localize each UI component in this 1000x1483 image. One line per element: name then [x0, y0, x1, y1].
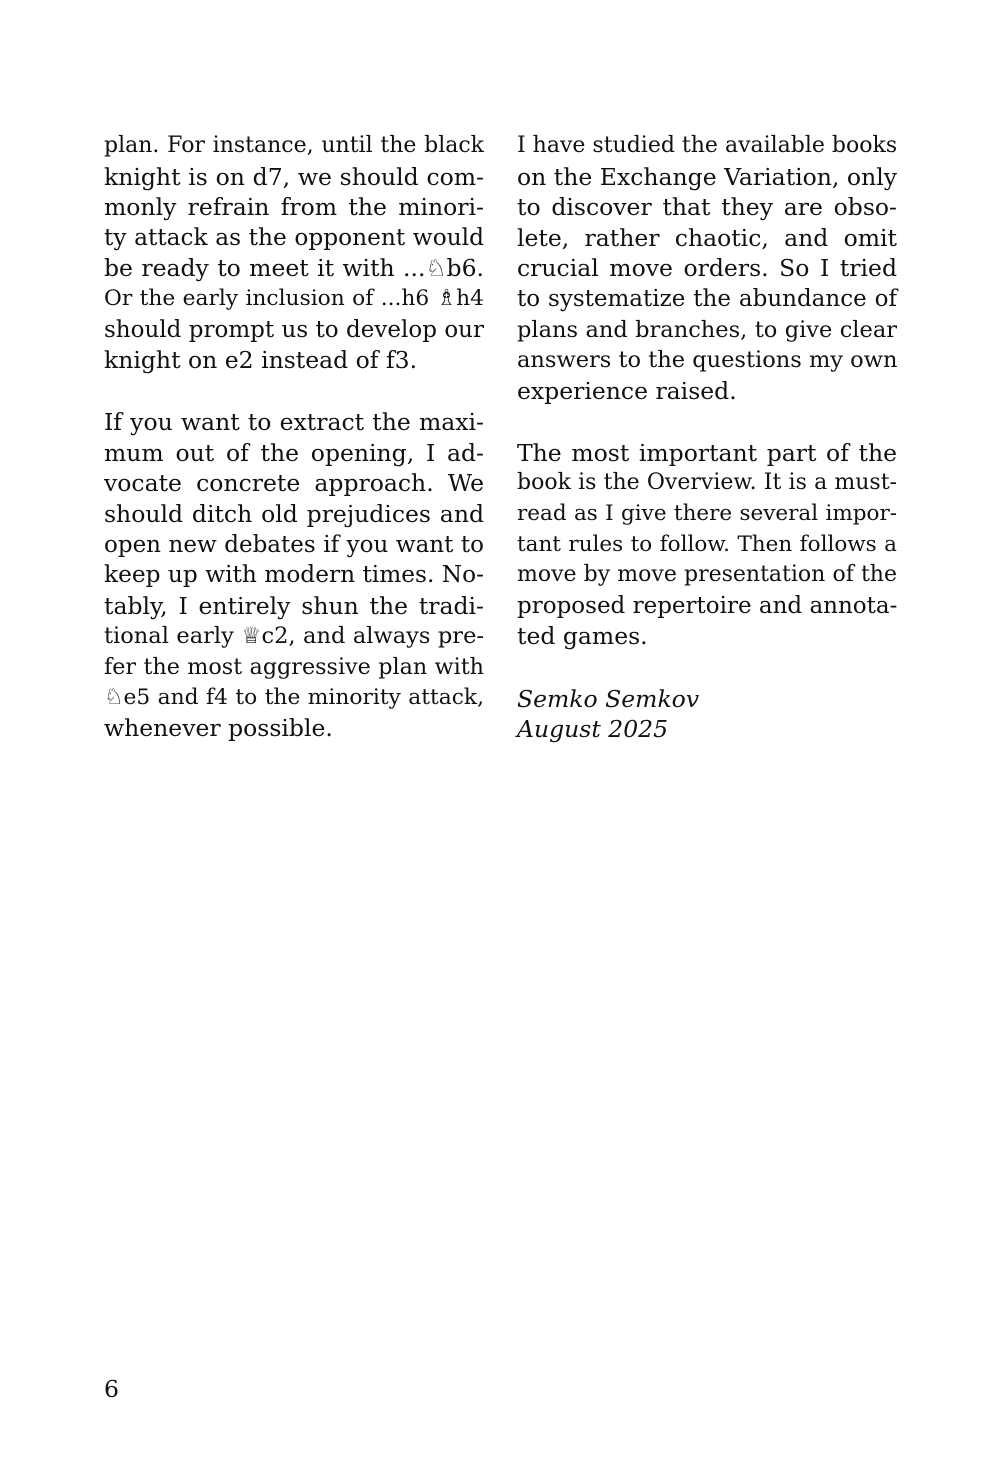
text-line: keep up with modern times. No- — [104, 561, 484, 589]
text-line: move by move presentation of the — [517, 562, 897, 588]
signature-author: Semko Semkov — [517, 684, 700, 713]
text-line: be ready to meet it with ...♘b6. — [104, 254, 484, 283]
text-line: on the Exchange Variation, only — [517, 162, 897, 191]
text-line: experience raised. — [517, 376, 737, 405]
text-line: answers to the questions my own — [517, 347, 898, 374]
text-line: open new debates if you want to — [104, 531, 484, 558]
text-line: ty attack as the opponent would — [104, 223, 484, 251]
text-line: mum out of the opening, I ad- — [104, 438, 484, 467]
paragraph-gap — [517, 652, 897, 684]
paragraph-concrete-approach — [104, 407, 484, 744]
left-column — [104, 131, 484, 744]
paragraph-gap — [104, 376, 484, 408]
text-line: knight on e2 instead of f3. — [104, 346, 418, 375]
page-number: 6 — [104, 1375, 119, 1403]
text-line: tably, I entirely shun the tradi- — [104, 591, 484, 620]
text-line: I have studied the available books — [517, 133, 898, 158]
paragraph-studied-books — [517, 131, 897, 406]
paragraph-overview — [517, 438, 897, 652]
signature — [517, 684, 897, 745]
text-line: tional early ♕c2, and always pre- — [104, 623, 484, 650]
text-line: to systematize the abundance of — [517, 285, 897, 312]
right-column — [517, 131, 897, 745]
text-line: monly refrain from the minori- — [104, 193, 484, 222]
signature-date: August 2025 — [517, 715, 669, 744]
text-line: Or the early inclusion of ...h6 ♗h4 — [104, 285, 484, 311]
text-line: lete, rather chaotic, and omit — [517, 223, 897, 252]
text-line: should ditch old prejudices and — [104, 500, 484, 529]
text-line: vocate concrete approach. We — [104, 469, 484, 498]
text-line: to discover that they are obso- — [517, 193, 897, 222]
text-line: proposed repertoire and annota- — [517, 592, 898, 619]
text-line: ted games. — [517, 622, 648, 651]
text-line: ♘e5 and f4 to the minority attack, — [104, 684, 484, 710]
text-line: tant rules to follow. Then follows a — [517, 531, 897, 557]
text-line: fer the most aggressive plan with — [104, 654, 484, 680]
text-line: crucial move orders. So I tried — [517, 254, 897, 283]
text-line: read as I give there several impor- — [517, 501, 897, 527]
text-line: plans and branches, to give clear — [517, 316, 897, 343]
text-line: knight is on d7, we should com- — [104, 162, 484, 191]
text-line: If you want to extract the maxi- — [104, 408, 484, 437]
text-line: The most important part of the — [517, 438, 897, 467]
text-line: book is the Overview. It is a must- — [517, 470, 897, 496]
text-line: whenever possible. — [104, 714, 333, 743]
paragraph-gap — [517, 406, 897, 438]
paragraph-minority-attack-timing — [104, 131, 484, 376]
text-line: should prompt us to develop our — [104, 316, 484, 343]
text-line: plan. For instance, until the black — [104, 133, 484, 158]
